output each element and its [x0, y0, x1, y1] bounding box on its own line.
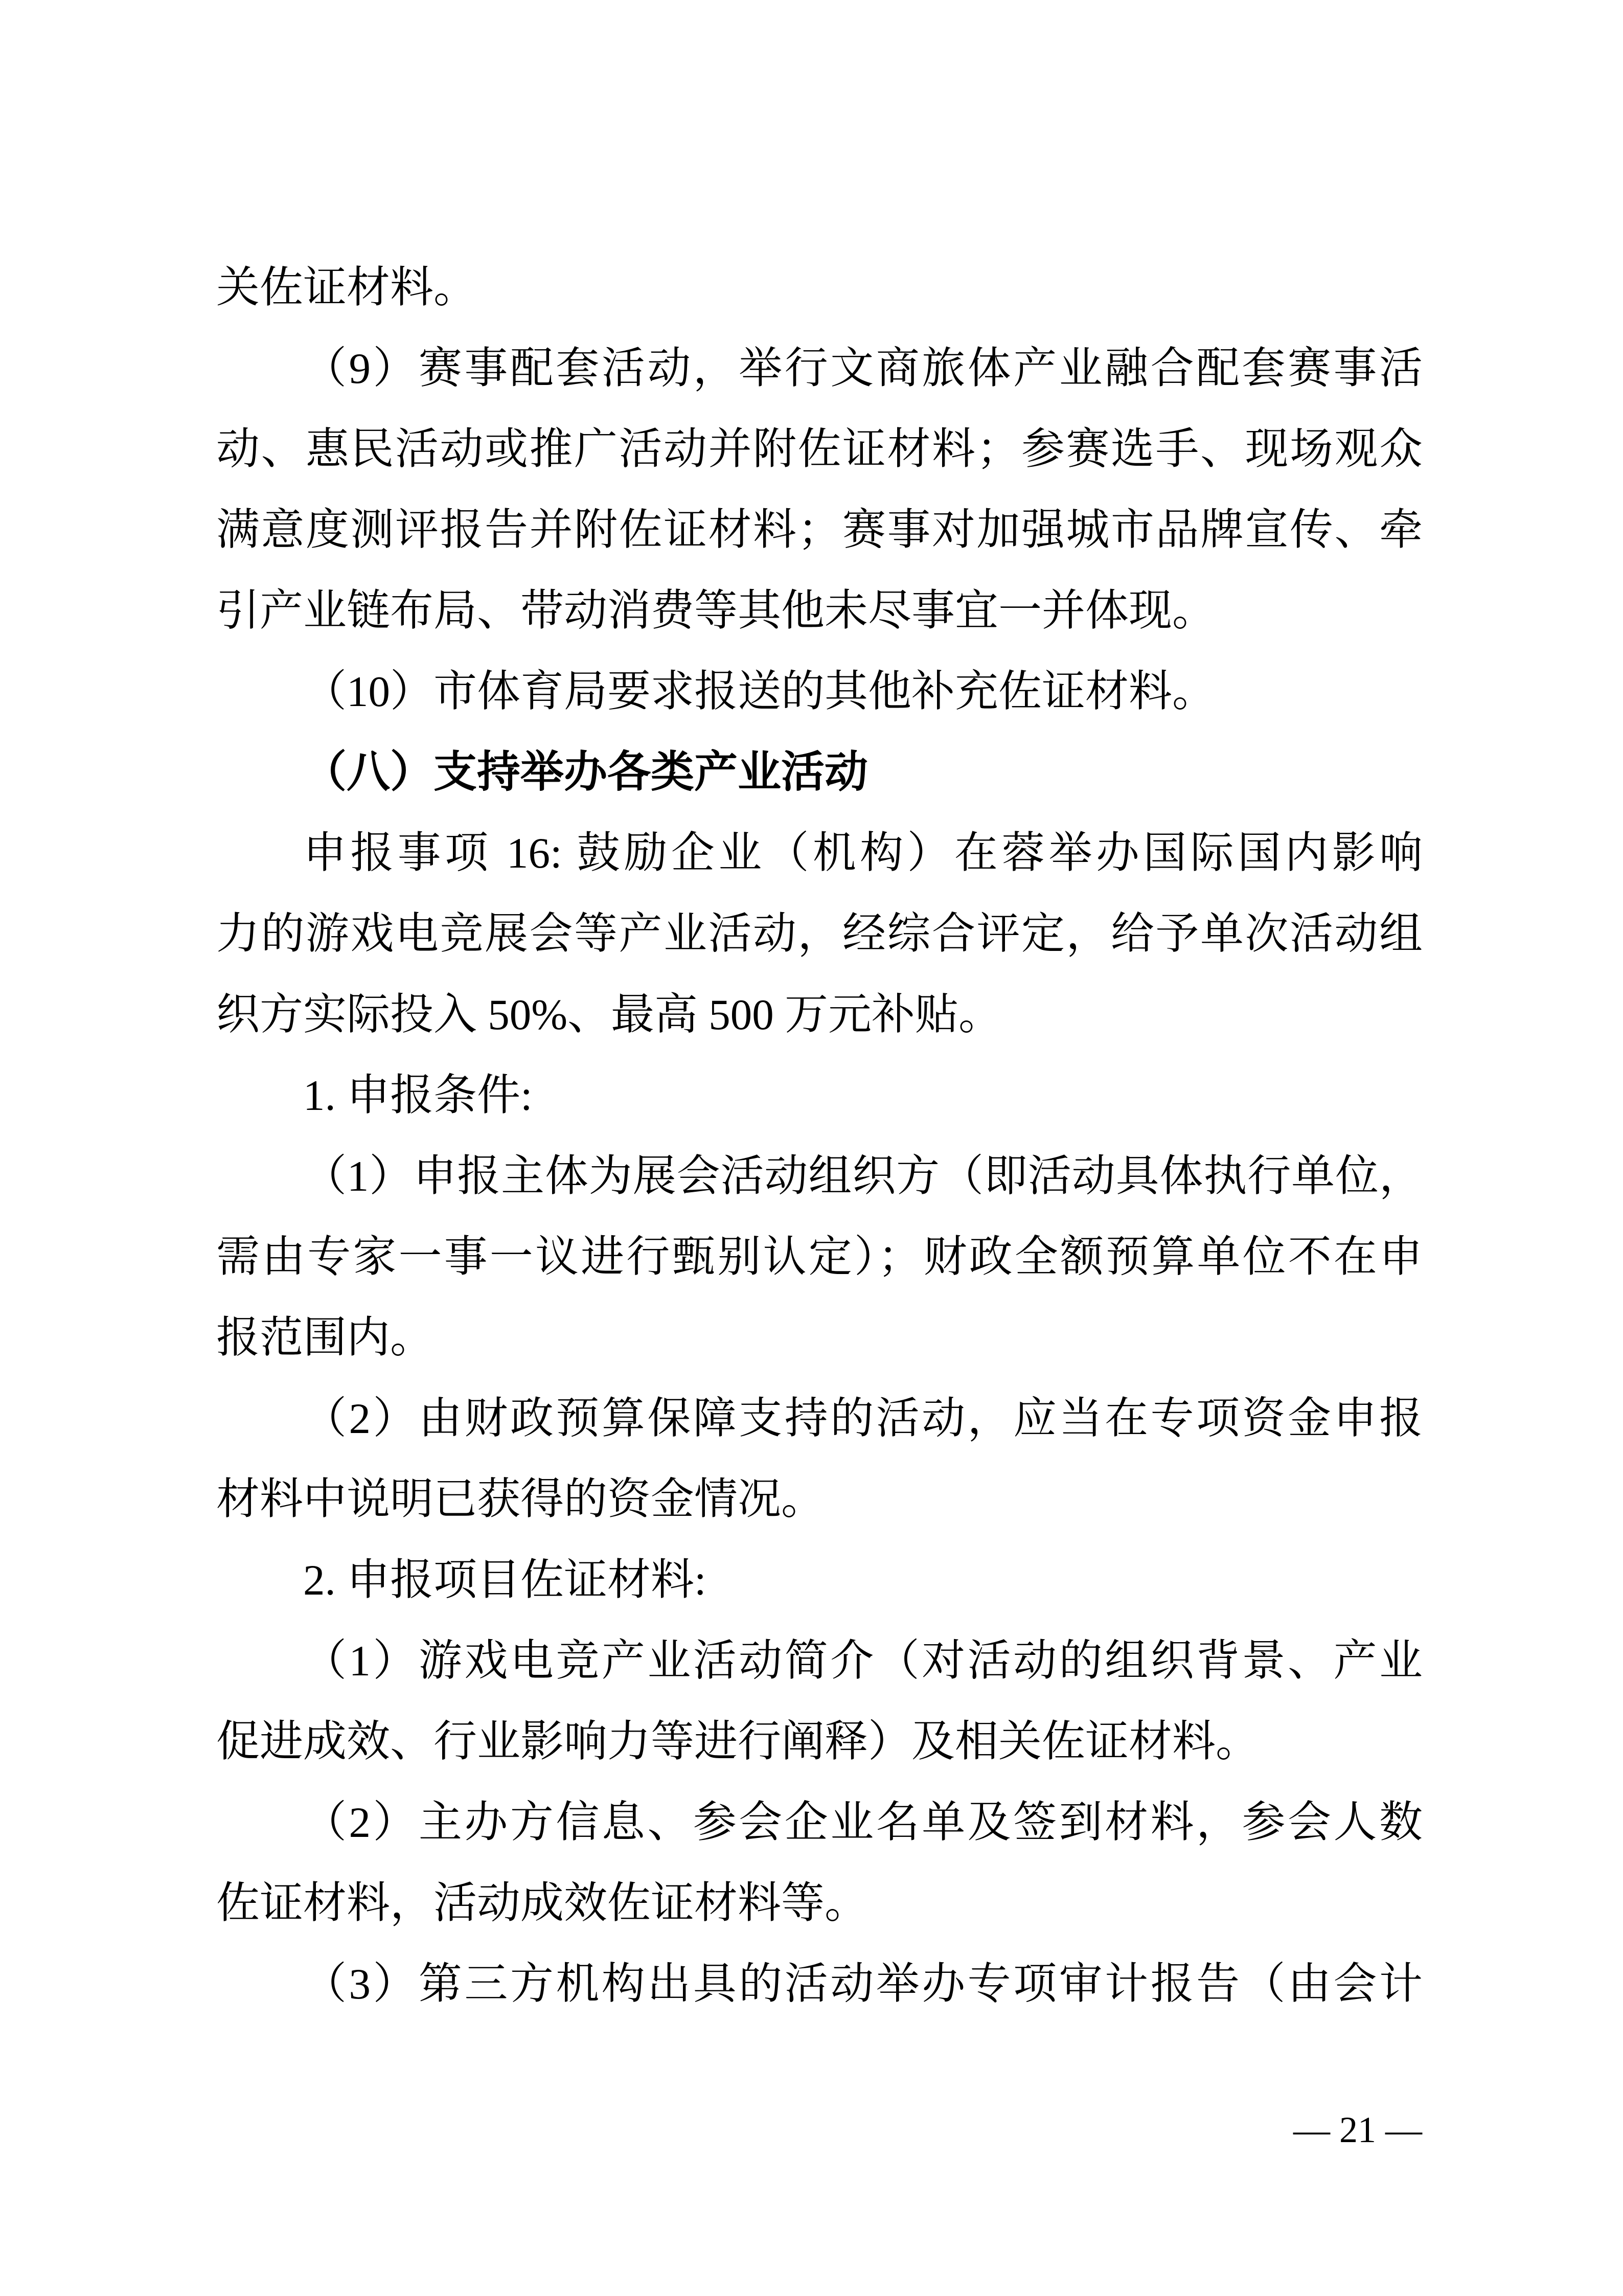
page-number: — 21 —	[1293, 2109, 1422, 2150]
text-line: （1）游戏电竞产业活动简介（对活动的组织背景、产业	[303, 1637, 1423, 1685]
text-line: 需由专家一事一议进行甄别认定）；财政全额预算单位不在申	[216, 1233, 1423, 1281]
text-line: 织方实际投入 50%、最高 500 万元补贴。	[216, 991, 1002, 1039]
text-line: 动、惠民活动或推广活动并附佐证材料；参赛选手、现场观众	[216, 425, 1423, 473]
text-line: 报范围内。	[216, 1314, 434, 1362]
text-line: （2）由财政预算保障支持的活动，应当在专项资金申报	[303, 1395, 1423, 1443]
section-heading: （八）支持举办各类产业活动	[303, 748, 868, 797]
text-line: （2）主办方信息、参会企业名单及签到材料，参会人数	[303, 1799, 1423, 1847]
text-line: 材料中说明已获得的资金情况。	[216, 1475, 825, 1524]
list-item-heading: 1. 申报条件:	[303, 1072, 533, 1120]
text-line: （3）第三方机构出具的活动举办专项审计报告（由会计	[303, 1960, 1423, 2008]
text-line: （9）赛事配套活动，举行文商旅体产业融合配套赛事活	[303, 345, 1423, 393]
list-item-heading: 2. 申报项目佐证材料:	[303, 1556, 706, 1604]
text-line: 力的游戏电竞展会等产业活动，经综合评定，给予单次活动组	[216, 910, 1423, 958]
text-line: 佐证材料，活动成效佐证材料等。	[216, 1879, 868, 1927]
document-body	[216, 247, 1423, 2025]
text-line: （1）申报主体为展会活动组织方（即活动具体执行单位，	[303, 1152, 1423, 1200]
text-line: 申报事项 16: 鼓励企业（机构）在蓉举办国际国内影响	[303, 829, 1423, 877]
text-line: （10）市体育局要求报送的其他补充佐证材料。	[303, 668, 1216, 716]
text-line: 引产业链布局、带动消费等其他未尽事宜一并体现。	[216, 587, 1216, 635]
text-line: 满意度测评报告并附佐证材料；赛事对加强城市品牌宣传、牵	[216, 506, 1423, 554]
text-line: 促进成效、行业影响力等进行阐释）及相关佐证材料。	[216, 1718, 1260, 1766]
text-line: 关佐证材料。	[216, 264, 477, 312]
